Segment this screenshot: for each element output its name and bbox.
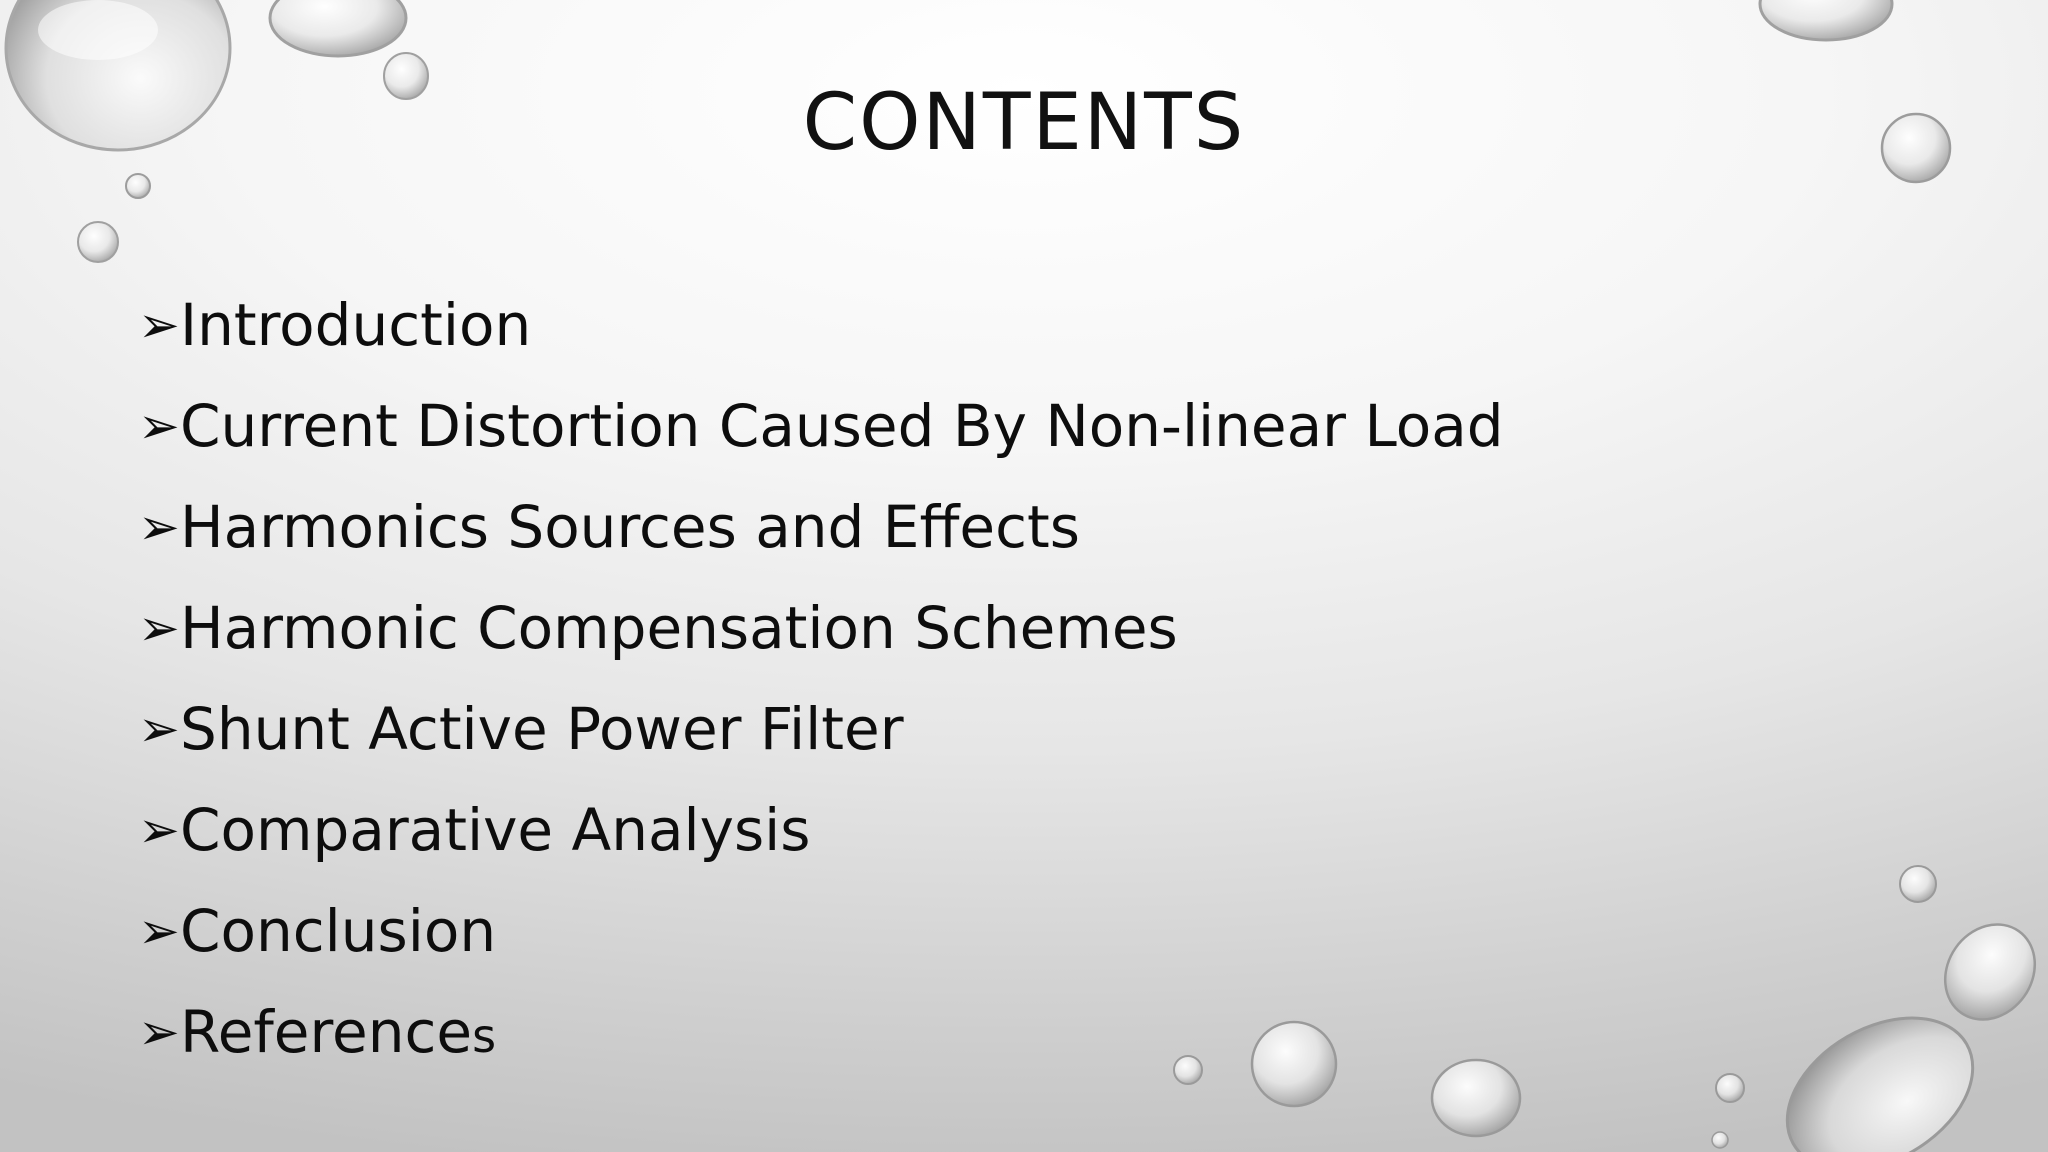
list-item-label: Comparative Analysis xyxy=(180,795,811,864)
list-item-label: Conclusion xyxy=(180,896,497,965)
contents-list xyxy=(138,274,1504,1082)
water-drop xyxy=(1716,1074,1744,1102)
slide-title: CONTENTS xyxy=(802,78,1246,168)
list-item xyxy=(138,375,1504,476)
list-item-label xyxy=(180,998,496,1066)
water-drop xyxy=(78,222,118,262)
arrow-bullet-icon: ➢ xyxy=(138,699,180,758)
list-item-label: Shunt Active Power Filter xyxy=(180,694,904,763)
list-item xyxy=(138,476,1504,577)
water-drop xyxy=(1712,1132,1728,1148)
list-item-label-main: Reference xyxy=(180,997,473,1066)
arrow-bullet-icon: ➢ xyxy=(138,800,180,859)
arrow-bullet-icon: ➢ xyxy=(138,901,180,960)
arrow-bullet-icon: ➢ xyxy=(138,295,180,354)
list-item xyxy=(138,274,1504,375)
water-drop xyxy=(1927,907,2048,1037)
list-item xyxy=(138,577,1504,678)
list-item-label: Harmonics Sources and Effects xyxy=(180,492,1080,561)
list-item-label: Harmonic Compensation Schemes xyxy=(180,593,1178,662)
water-drop xyxy=(1760,0,1892,40)
list-item xyxy=(138,880,1504,981)
water-drop xyxy=(1900,866,1936,902)
list-item-label-suffix: s xyxy=(472,1008,497,1063)
list-item-label: Introduction xyxy=(180,290,532,359)
list-item xyxy=(138,779,1504,880)
water-drop xyxy=(126,174,150,198)
arrow-bullet-icon: ➢ xyxy=(138,396,180,455)
water-drop xyxy=(270,0,406,56)
arrow-bullet-icon: ➢ xyxy=(138,497,180,556)
list-item xyxy=(138,981,1504,1082)
list-item-label: Current Distortion Caused By Non-linear Load xyxy=(180,391,1504,460)
list-item xyxy=(138,678,1504,779)
arrow-bullet-icon: ➢ xyxy=(138,598,180,657)
arrow-bullet-icon: ➢ xyxy=(138,1002,180,1061)
